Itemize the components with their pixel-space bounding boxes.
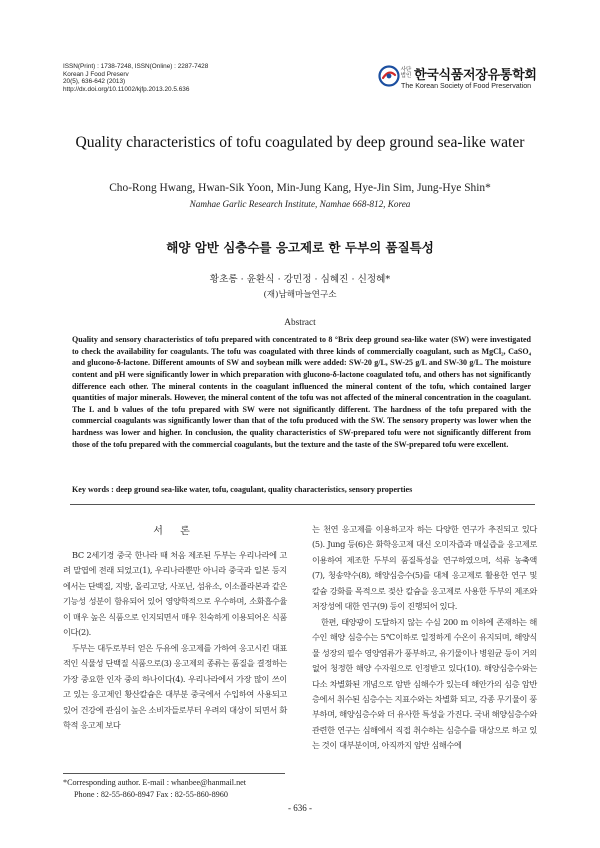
footnote-phone: Phone : 82-55-860-8947 Fax : 82-55-860-8960: [74, 790, 228, 799]
affiliation: Namhae Garlic Research Institute, Namhae 668-812, Korea: [189, 199, 411, 209]
section-heading-introduction: 서 론: [153, 526, 197, 537]
journal-info: [63, 63, 363, 93]
korean-author-list: 황초롱 · 윤환식 · 강민정 · 심혜진 · 신정혜*: [209, 274, 391, 285]
journal-name: Korean J Food Preserv: [63, 70, 129, 78]
korean-affiliation: (재)남해마늘연구소: [263, 290, 337, 300]
volume-line: 20(5), 636-642 (2013): [63, 78, 126, 86]
divider: [70, 504, 535, 505]
author-list: Cho-Rong Hwang, Hwan-Sik Yoon, Min-Jung Kang, Hye-Jin Sim, Jung-Hye Shin*: [109, 182, 491, 194]
body-column-right: [312, 522, 537, 754]
society-name-en: The Korean Society of Food Preservation: [401, 82, 532, 90]
body-column-left: [63, 522, 287, 733]
page-number: - 636 -: [288, 803, 312, 813]
issn-line: ISSN(Print) : 1738-7248, ISSN(Online) : 2287-7428: [63, 63, 209, 70]
doi-link[interactable]: http://dx.doi.org/10.11002/kjfp.2013.20.5.636: [63, 85, 190, 93]
society-small-label: 사단법인: [400, 67, 412, 79]
society-name-kr: 한국식품저장유통학회: [414, 68, 537, 83]
keywords: Key words : deep ground sea-like water, tofu, coagulant, quality characteristics, sensory properties: [72, 485, 413, 494]
body-paragraph: 두부는 대두로부터 얻은 두유에 응고제를 가하여 응고시킨 대표적인 식물성 단백질 식품으로(3) 응고제의 종류는 품질을 결정하는 가장 중요한 인자 중의 하나이다(4). 우리나라에서 가장 많이 쓰이고 있는 응고제인 황산칼슘은 대부분 중국에서 수입하여 사용되고 있어 건강에 관심이 높은 소비자들로부터 우려의 대상이 되면서 화학적 응고제 보다: [63, 642, 287, 730]
abstract-heading: Abstract: [284, 318, 316, 328]
body-paragraph: 한편, 태양광이 도달하지 않는 수심 200 m 이하에 존재하는 해수인 해양 심층수는 5℃이하로 일정하게 수온이 유지되며, 해양식물 성장의 필수 영양염류가 풍부하고, 유기물이나 병원균 등이 거의 없어 청정한 해양 수자원으로 인정받고 있다(10). 해양심층수와는 다소 차별화된 개념으로 암반 심해수가 있는데 해안가의 심층 암반층에서 취수된 심층수는 지표수와는 차별화 되고, 각종 무기물이 풍부하며, 해양심층수와 더 유사한 특성을 가진다. 국내 해양심층수와 관련한 연구는 심해에서 직접 취수하는 심층수를 대상으로 하고 있는 것이 대부분이며, 아직까지 암반 심해수에: [312, 616, 537, 751]
body-paragraph: BC 2세기경 중국 한나라 때 처음 제조된 두부는 우리나라에 고려 말엽에 전래 되었고(1), 우리나라뿐만 아니라 중국과 일본 등지에서는 단백질, 지방, 올리고당, 사포닌, 섬유소, 이소플라본과 같은 기능성 성분이 함유되어 있어 영양학적으로 우수하며, 소화흡수율이 매우 높은 식품으로 인지되면서 매우 친숙하게 이용되어온 식품이다(2).: [63, 550, 287, 638]
corresponding-author-footnote: [63, 777, 303, 801]
korean-title: 해양 암반 심층수를 응고제로 한 두부의 품질특성: [166, 240, 434, 255]
body-paragraph: 는 천연 응고제를 이용하고자 하는 다양한 연구가 추진되고 있다(5). Jung 등(6)은 화학응고제 대신 오미자즙과 매실즙을 응고제로 이용하여 제조한 두부의 품질특성을 연구하였으며, 석류 농축액(7), 청송약수(8), 해양심층수(5)를 대체 응고제로 활용한 연구 및 칼슘 강화를 목적으로 젖산 칼슘을 응고제로 사용한 두부의 제조와 저장성에 대한 연구(9) 등이 진행되어 있다.: [312, 524, 537, 612]
society-header: [378, 64, 558, 94]
paper-title: Quality characteristics of tofu coagulated by deep ground sea-like water: [75, 134, 525, 151]
footnote-email: *Corresponding author. E-mail : whanbee@hanmail.net: [63, 778, 247, 787]
footnote-divider: [63, 773, 285, 774]
abstract-text: Quality and sensory characteristics of tofu prepared with concentrated to 8 °Brix deep ground sea-like water (SW) were investigated to check the availability for coagulants. The tofu was coagulated with three kinds of commercially coagulant, such as MgCl₂, CaSO₄ and glucono-δ-lactone. Different amounts of SW and soybean milk were added: SW-20 g/L, SW-25 g/L and SW-30 g/L. The moisture content and pH were significantly lower in which preparation with glucono-δ-lactone coagulated tofu, and others has not significantly difference each other. The mineral contents in the coagulant influenced the mineral content of the tofu, which contained larger quantities of major minerals. However, the mineral content of the tofu was not affected of the mineral concentration in the coagulant. The L and b values of the tofu prepared with SW were not significantly different. The hardness of the tofu prepared with the commercial coagulants was significantly lower than that of the tofu produced with the SW. The sensory property was lower when the hardness was lower and higher. In conclusion, the quality characteristics of SW-prepared tofu were not significantly different from those of the tofu prepared with the commercial coagulants, but the texture and the taste of the SW-prepared tofu were excellent.: [72, 335, 531, 449]
society-logo-icon: [378, 65, 400, 87]
